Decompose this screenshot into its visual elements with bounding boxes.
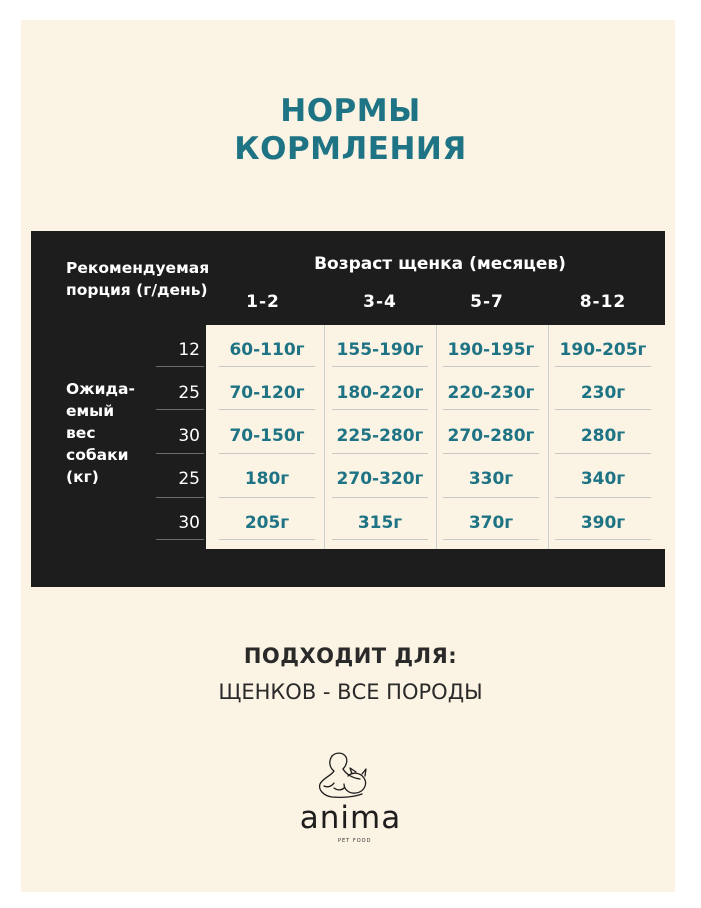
weight-underline bbox=[156, 539, 204, 540]
cell-underline bbox=[555, 366, 651, 367]
table-cell: 190-205г bbox=[559, 340, 647, 360]
cell-underline bbox=[555, 497, 651, 498]
portion-label-line-2: порция (г/день) bbox=[66, 281, 208, 299]
cell-underline bbox=[555, 539, 651, 540]
weight-underline bbox=[156, 497, 204, 498]
weight-label-line: Ожида- bbox=[66, 380, 135, 398]
table-cell: 180-220г bbox=[336, 383, 424, 403]
cell-underline bbox=[443, 409, 539, 410]
table-cell: 180г bbox=[244, 469, 290, 489]
age-header: Возраст щенка (месяцев) bbox=[314, 254, 566, 274]
title-line-2: КОРМЛЕНИЯ bbox=[234, 131, 467, 167]
brand-tagline: PET FOOD bbox=[338, 838, 372, 844]
logo-stroke bbox=[332, 753, 347, 769]
title-line-1: НОРМЫ bbox=[280, 93, 421, 129]
table-cell: 230г bbox=[580, 383, 626, 403]
table-cell: 280г bbox=[580, 426, 626, 446]
weight-value: 25 bbox=[178, 383, 200, 403]
logo-illustration-icon bbox=[310, 748, 390, 808]
portion-label-line-1: Рекомендуемая bbox=[66, 259, 210, 277]
suits-title: ПОДХОДИТ ДЛЯ: bbox=[243, 644, 458, 668]
logo-stroke bbox=[334, 788, 344, 790]
weight-label-line: (кг) bbox=[66, 468, 99, 486]
table-cell: 70-120г bbox=[229, 383, 305, 403]
table-cell: 220-230г bbox=[447, 383, 535, 403]
table-cell: 315г bbox=[357, 513, 403, 533]
cell-underline bbox=[443, 497, 539, 498]
table-cell: 190-195г bbox=[447, 340, 535, 360]
table-cell: 270-280г bbox=[447, 426, 535, 446]
cell-underline bbox=[443, 366, 539, 367]
age-col-4: 8-12 bbox=[579, 292, 627, 312]
table-cell: 60-110г bbox=[229, 340, 305, 360]
cell-underline bbox=[332, 366, 428, 367]
cell-underline bbox=[332, 539, 428, 540]
column-divider bbox=[548, 325, 549, 549]
logo-stroke bbox=[324, 783, 334, 787]
weight-label-line: емый bbox=[66, 402, 115, 420]
cell-underline bbox=[443, 453, 539, 454]
cell-underline bbox=[555, 409, 651, 410]
cell-underline bbox=[219, 453, 315, 454]
cell-underline bbox=[219, 409, 315, 410]
cell-underline bbox=[219, 539, 315, 540]
table-cell: 340г bbox=[580, 469, 626, 489]
logo-stroke bbox=[320, 756, 362, 797]
weight-value: 30 bbox=[178, 426, 200, 446]
cell-underline bbox=[219, 497, 315, 498]
logo-stroke bbox=[344, 773, 366, 793]
table-cell: 370г bbox=[468, 513, 514, 533]
cell-underline bbox=[332, 453, 428, 454]
cell-underline bbox=[219, 366, 315, 367]
table-cell: 155-190г bbox=[336, 340, 424, 360]
suits-subtitle: ЩЕНКОВ - ВСЕ ПОРОДЫ bbox=[218, 680, 483, 704]
table-cell: 390г bbox=[580, 513, 626, 533]
table-cell: 205г bbox=[244, 513, 290, 533]
age-col-3: 5-7 bbox=[470, 292, 504, 312]
logo-stroke bbox=[362, 769, 366, 776]
page-title bbox=[0, 92, 701, 168]
age-col-2: 3-4 bbox=[363, 292, 397, 312]
cell-underline bbox=[332, 497, 428, 498]
table-cell: 270-320г bbox=[336, 469, 424, 489]
table-cell: 225-280г bbox=[336, 426, 424, 446]
weight-value: 30 bbox=[178, 513, 200, 533]
weight-underline bbox=[156, 366, 204, 367]
weight-label-line: собаки bbox=[66, 446, 129, 464]
cell-underline bbox=[332, 409, 428, 410]
weight-underline bbox=[156, 409, 204, 410]
column-divider bbox=[436, 325, 437, 549]
weight-value: 25 bbox=[178, 469, 200, 489]
column-divider bbox=[324, 325, 325, 549]
weight-underline bbox=[156, 453, 204, 454]
age-col-1: 1-2 bbox=[246, 292, 280, 312]
weight-value: 12 bbox=[178, 340, 200, 360]
table-cell: 330г bbox=[468, 469, 514, 489]
table-cell: 70-150г bbox=[229, 426, 305, 446]
cell-underline bbox=[555, 453, 651, 454]
weight-label bbox=[66, 378, 135, 488]
brand-logo: anima bbox=[299, 800, 402, 836]
weight-label-line: вес bbox=[66, 424, 96, 442]
cell-underline bbox=[443, 539, 539, 540]
